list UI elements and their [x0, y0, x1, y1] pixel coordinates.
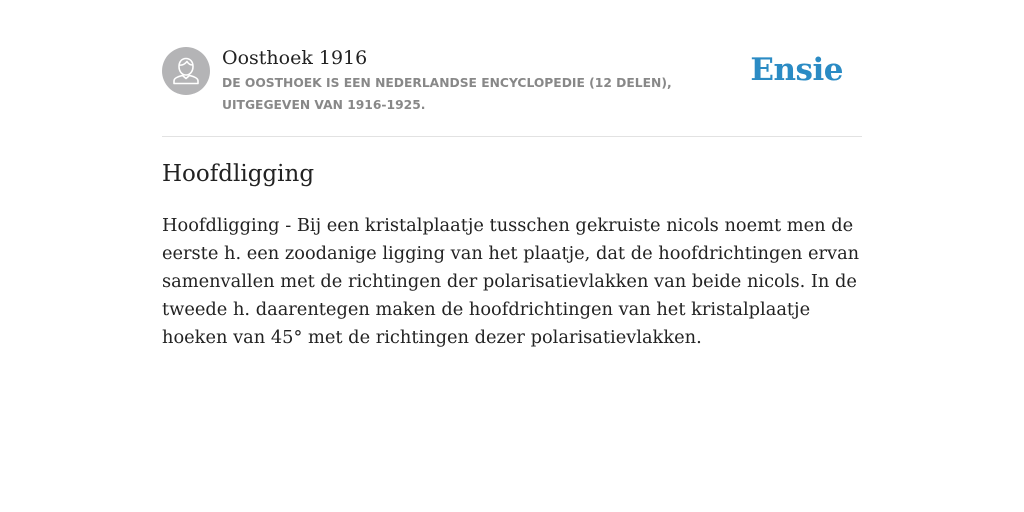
source-title[interactable]: Oosthoek 1916 — [222, 47, 368, 69]
user-icon — [162, 47, 210, 95]
source-description: DE OOSTHOEK IS EEN NEDERLANDSE ENCYCLOPEDIE (12 DELEN), UITGEGEVEN VAN 1916-1925. — [222, 76, 672, 112]
source-avatar[interactable] — [162, 47, 210, 95]
entry-body: Hoofdligging - Bij een kristalplaatje tusschen gekruiste nicols noemt men de eerste h. een zoodanige ligging van het plaatje, dat de hoofdrichtingen ervan samenvallen met de richtingen der polarisatievlakken van beide nicols. In de tweede h. daarentegen maken de hoofdrichtingen van het kristalplaatje hoeken van 45° met de richtingen dezer polarisatievlakken. — [162, 215, 860, 348]
entry-title: Hoofdligging — [162, 161, 315, 187]
source-header — [162, 46, 862, 137]
ensie-logo-link[interactable]: Ensie — [750, 52, 843, 88]
